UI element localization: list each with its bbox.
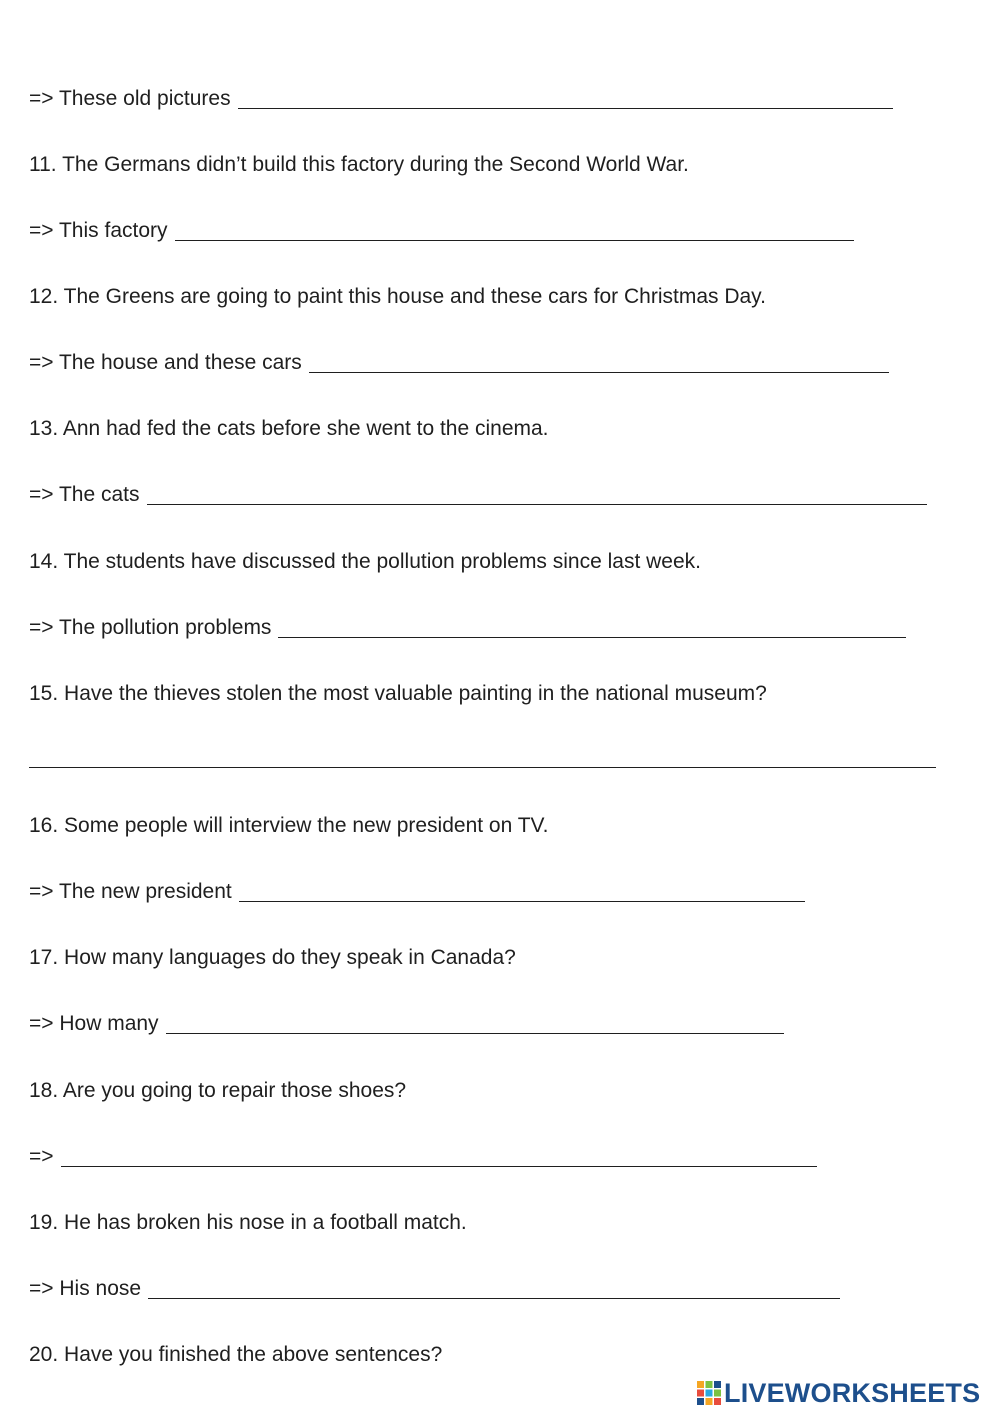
question-20 <box>29 1342 442 1368</box>
answer-prefix: => The cats <box>29 483 140 506</box>
question-text: 13. Ann had fed the cats before she went to the cinema. <box>29 417 549 440</box>
answer-line-11 <box>29 218 854 244</box>
answer-blank-16[interactable] <box>239 881 805 902</box>
question-text: 17. How many languages do they speak in Canada? <box>29 946 516 969</box>
logo-text: LIVEWORKSHEETS <box>724 1377 981 1408</box>
question-text: 15. Have the thieves stolen the most valuable painting in the national museum? <box>29 682 767 705</box>
answer-blank-14[interactable] <box>278 617 906 638</box>
answer-prefix: => <box>29 1145 54 1168</box>
answer-prefix: => How many <box>29 1012 159 1035</box>
question-17 <box>29 945 516 971</box>
answer-blank-13[interactable] <box>147 484 927 505</box>
question-19 <box>29 1210 467 1236</box>
question-text: 20. Have you finished the above sentences? <box>29 1343 443 1366</box>
answer-blank-12[interactable] <box>309 352 889 373</box>
question-14 <box>29 549 701 575</box>
answer-line-10 <box>29 86 893 112</box>
answer-prefix: => His nose <box>29 1277 142 1300</box>
answer-blank-19[interactable] <box>148 1278 840 1299</box>
answer-prefix: => These old pictures <box>29 87 231 110</box>
question-12 <box>29 284 766 310</box>
answer-prefix: => The house and these cars <box>29 351 302 374</box>
answer-line-14 <box>29 615 906 641</box>
question-text: 14. The students have discussed the pollution problems since last week. <box>29 550 701 573</box>
answer-line-12 <box>29 350 889 376</box>
question-13 <box>29 416 549 442</box>
question-text: 16. Some people will interview the new president on TV. <box>29 814 549 837</box>
question-text: 11. The Germans didn’t build this factory during the Second World War. <box>29 153 689 176</box>
answer-blank-17[interactable] <box>166 1013 784 1034</box>
answer-blank-10[interactable] <box>238 88 893 109</box>
question-text: 12. The Greens are going to paint this house and these cars for Christmas Day. <box>29 285 766 308</box>
answer-line-17 <box>29 1011 784 1037</box>
answer-line-16 <box>29 879 805 905</box>
answer-prefix: => The new president <box>29 880 232 903</box>
answer-line-18 <box>29 1144 817 1170</box>
answer-line-15 <box>29 747 936 771</box>
answer-blank-15[interactable] <box>29 747 936 768</box>
answer-prefix: => This factory <box>29 219 168 242</box>
liveworksheets-logo-icon <box>697 1381 721 1405</box>
question-15 <box>29 681 767 707</box>
answer-line-19 <box>29 1276 840 1302</box>
answer-line-13 <box>29 482 927 508</box>
answer-blank-18[interactable] <box>61 1146 817 1167</box>
answer-blank-11[interactable] <box>175 220 854 241</box>
question-text: 18. Are you going to repair those shoes? <box>29 1079 407 1102</box>
liveworksheets-logo[interactable] <box>697 1376 980 1410</box>
question-text: 19. He has broken his nose in a football match. <box>29 1211 467 1234</box>
question-16 <box>29 813 548 839</box>
question-18 <box>29 1078 406 1104</box>
answer-prefix: => The pollution problems <box>29 616 272 639</box>
question-11 <box>29 152 689 178</box>
